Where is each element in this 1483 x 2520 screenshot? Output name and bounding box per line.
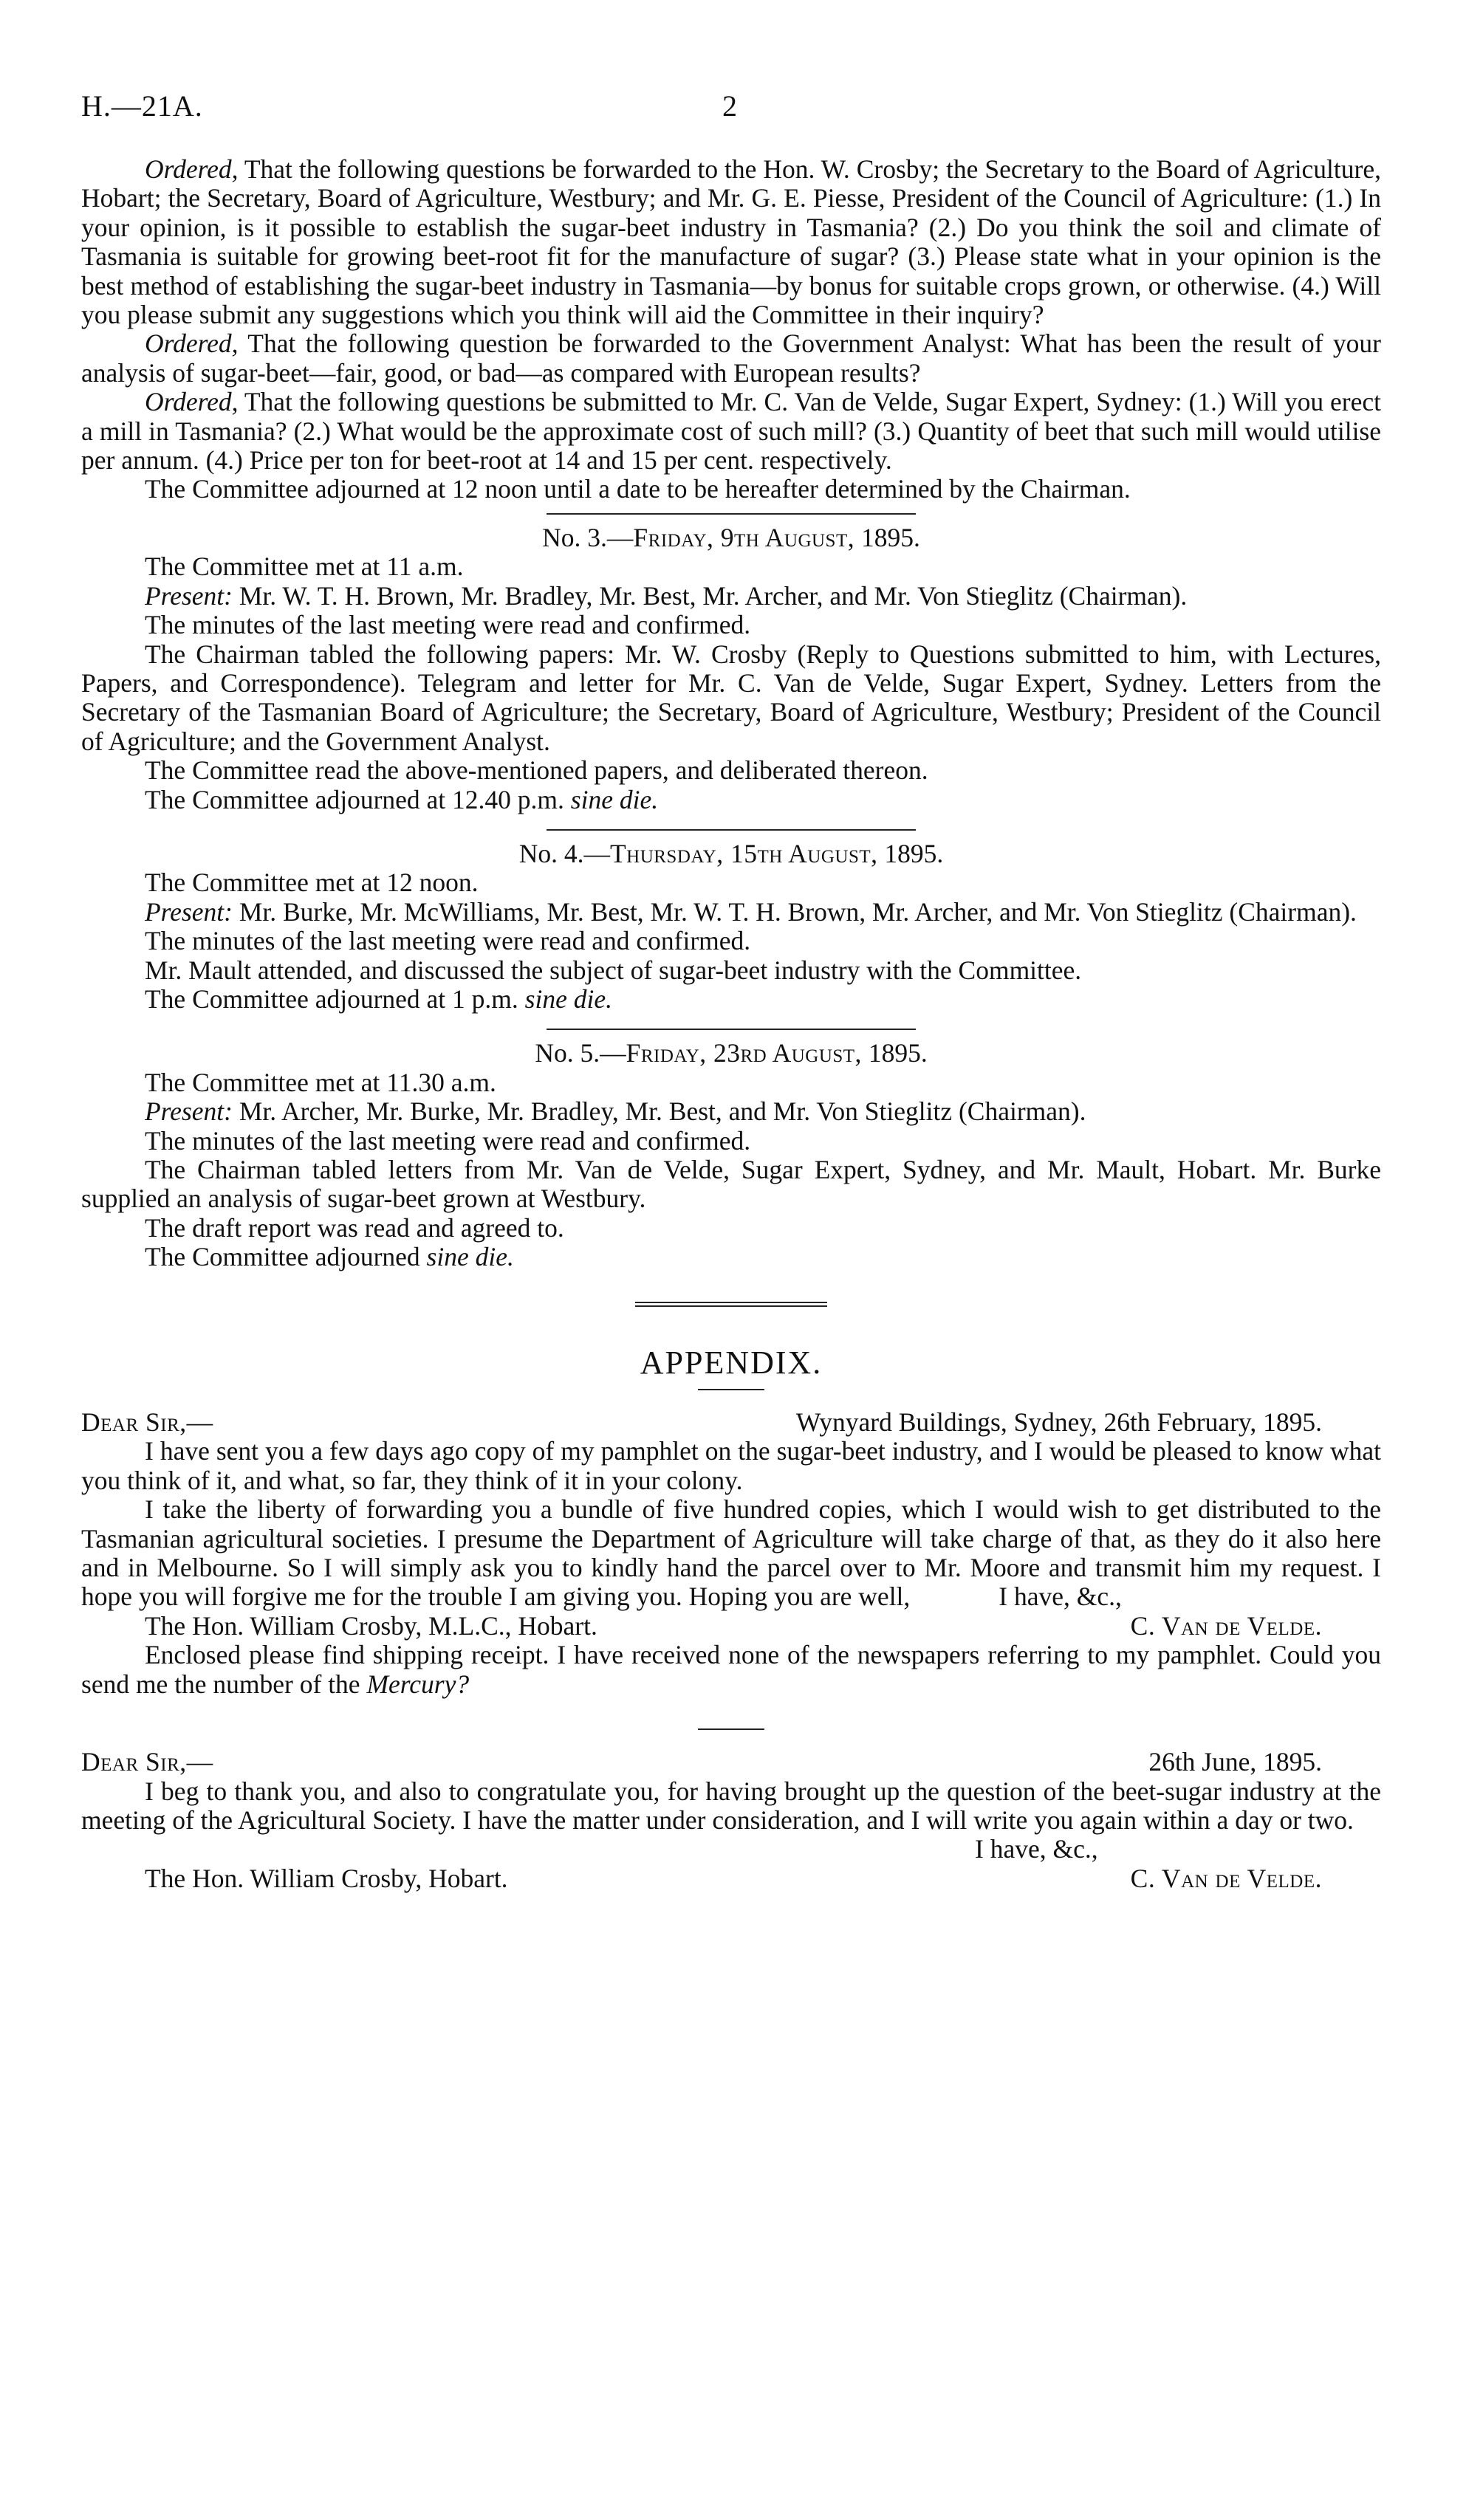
page-header <box>81 89 1402 133</box>
letter-2-salutation: Dear Sir,— <box>81 1747 213 1777</box>
letter-1-address: Wynyard Buildings, Sydney, 26th February, 1895. <box>795 1407 1322 1438</box>
letter-1-closing: I have, &c., <box>999 1582 1122 1612</box>
meeting-5-adjourned: The Committee adjourned sine die. <box>145 1242 514 1272</box>
double-divider <box>635 1302 827 1307</box>
meeting-5-met: The Committee met at 11.30 a.m. <box>145 1067 496 1097</box>
paragraph-ordered-1: Ordered, That the following questions be forwarded to the Hon. W. Crosby; the Secretary to the Board of Agriculture, Hobart; the Secretary, Board of Agriculture, Westbury; and Mr. G. E. Piesse, President of the Council of Agriculture: (1.) In your opinion, is it possible to establish the sugar-beet industry in Tasmania? (2.) Do you think the soil and climate of Tasmania is suitable for growing beet-root fit for the manufacture of sugar? (3.) Please state what in your opinion is the best method of establishing the sugar-beet industry in Tasmania—by bonus for suitable crops grown, or otherwise. (4.) Will you please submit any suggestions which you think will aid the Committee in their inquiry? <box>81 154 1381 330</box>
letter-1-para-2: I take the liberty of forwarding you a bundle of five hundred copies, which I would wish to get distributed to the Tasmanian agricultural societies. I presume the Department of Agriculture will take charge of that, as they do it also here and in Melbourne. So I will simply ask you to kindly hand the parcel over to Mr. Moore and transmit him my request. I hope you will forgive me for the trouble I am giving you. Hoping you are well, I have, &c., <box>81 1494 1381 1612</box>
meeting-4-attended: Mr. Mault attended, and discussed the subject of sugar-beet industry with the Committee. <box>145 955 1082 985</box>
page-number: 2 <box>722 89 737 123</box>
divider <box>547 1029 916 1030</box>
letter-1-postscript: Enclosed please find shipping receipt. I have received none of the newspapers referring to my pamphlet. Could you send me the number of the Mercury? <box>81 1640 1381 1699</box>
meeting-4-adjourned: The Committee adjourned at 1 p.m. sine die. <box>145 983 612 1014</box>
letter-2-para-1: I beg to thank you, and also to congratulate you, for having brought up the question of the beet-sugar industry at the meeting of the Agricultural Society. I have the matter under consideration, and I will write you again within a day or two. <box>81 1776 1381 1835</box>
meeting-5-draft: The draft report was read and agreed to. <box>145 1212 564 1243</box>
letter-2-header <box>81 1748 1381 1776</box>
letter-1-signoff <box>81 1612 1381 1641</box>
short-divider <box>698 1728 764 1730</box>
letter-2-signature: C. Van de Velde. <box>1130 1863 1322 1893</box>
meeting-3-heading: No. 3.—Friday, 9th August, 1895. <box>542 522 920 552</box>
meeting-3-adjourned: The Committee adjourned at 12.40 p.m. sine die. <box>145 784 659 814</box>
appendix-title: APPENDIX. <box>640 1344 823 1381</box>
meeting-5-heading: No. 5.—Friday, 23rd August, 1895. <box>535 1038 928 1068</box>
meeting-5-tabled: The Chairman tabled letters from Mr. Van de Velde, Sugar Expert, Sydney, and Mr. Mault, Hobart. Mr. Burke supplied an analysis of sugar-beet grown at Westbury. <box>81 1155 1381 1214</box>
divider <box>547 513 916 515</box>
meeting-3-minutes: The minutes of the last meeting were read and confirmed. <box>145 610 751 640</box>
letter-2-signoff <box>81 1864 1381 1893</box>
paper-reference: H.—21A. <box>81 89 203 123</box>
divider <box>547 829 916 831</box>
letter-1-salutation: Dear Sir,— <box>81 1407 213 1438</box>
meeting-4-present: Present: Mr. Burke, Mr. McWilliams, Mr. Best, Mr. W. T. H. Brown, Mr. Archer, and Mr. Von Stieglitz (Chairman). <box>145 896 1357 927</box>
paragraph-adjourned: The Committee adjourned at 12 noon until a date to be hereafter determined by the Chairman. <box>145 474 1131 504</box>
letter-1-signature: C. Van de Velde. <box>1130 1610 1322 1641</box>
paragraph-ordered-2: Ordered, That the following question be forwarded to the Government Analyst: What has been the result of your analysis of sugar-beet—fair, good, or bad—as compared with European results? <box>81 329 1381 388</box>
document-body <box>81 155 1381 1893</box>
meeting-5-present: Present: Mr. Archer, Mr. Burke, Mr. Bradley, Mr. Best, and Mr. Von Stieglitz (Chairman). <box>145 1096 1086 1127</box>
meeting-3-present: Present: Mr. W. T. H. Brown, Mr. Bradley, Mr. Best, Mr. Archer, and Mr. Von Stieglitz (Chairman). <box>145 580 1188 611</box>
meeting-4-minutes: The minutes of the last meeting were read and confirmed. <box>145 926 751 956</box>
letter-1-para-1: I have sent you a few days ago copy of my pamphlet on the sugar-beet industry, and I would be pleased to know what you think of it, and what, so far, they think of it in your colony. <box>81 1436 1381 1495</box>
letter-2-closing: I have, &c., <box>975 1834 1098 1864</box>
letter-2-date: 26th June, 1895. <box>1148 1747 1322 1777</box>
meeting-3-tabled: The Chairman tabled the following papers: Mr. W. Crosby (Reply to Questions submitted to him, with Lectures, Papers, and Correspondence). Telegram and letter for Mr. C. Van de Velde, Sugar Expert, Sydney. Letters from the Secretary of the Tasmanian Board of Agriculture; the Secretary, Board of Agriculture, Westbury; President of the Council of Agriculture; and the Government Analyst. <box>81 639 1381 756</box>
short-divider <box>698 1389 764 1390</box>
meeting-3-read: The Committee read the above-mentioned papers, and deliberated thereon. <box>145 755 928 786</box>
paragraph-ordered-3: Ordered, That the following questions be submitted to Mr. C. Van de Velde, Sugar Expert, Sydney: (1.) Will you erect a mill in Tasmania? (2.) What would be the approximate cost of such mill? (3.) Quantity of beet that such mill would utilise per annum. (4.) Price per ton for beet-root at 14 and 15 per cent. respectively. <box>81 387 1381 475</box>
meeting-4-met: The Committee met at 12 noon. <box>145 868 479 898</box>
meeting-3-met: The Committee met at 11 a.m. <box>145 552 464 582</box>
letter-1-header <box>81 1408 1381 1437</box>
meeting-5-minutes: The minutes of the last meeting were read and confirmed. <box>145 1125 751 1156</box>
meeting-4-heading: No. 4.—Thursday, 15th August, 1895. <box>518 838 944 868</box>
letter-1-addressee: The Hon. William Crosby, M.L.C., Hobart. <box>145 1610 597 1641</box>
letter-2-addressee: The Hon. William Crosby, Hobart. <box>145 1863 508 1893</box>
